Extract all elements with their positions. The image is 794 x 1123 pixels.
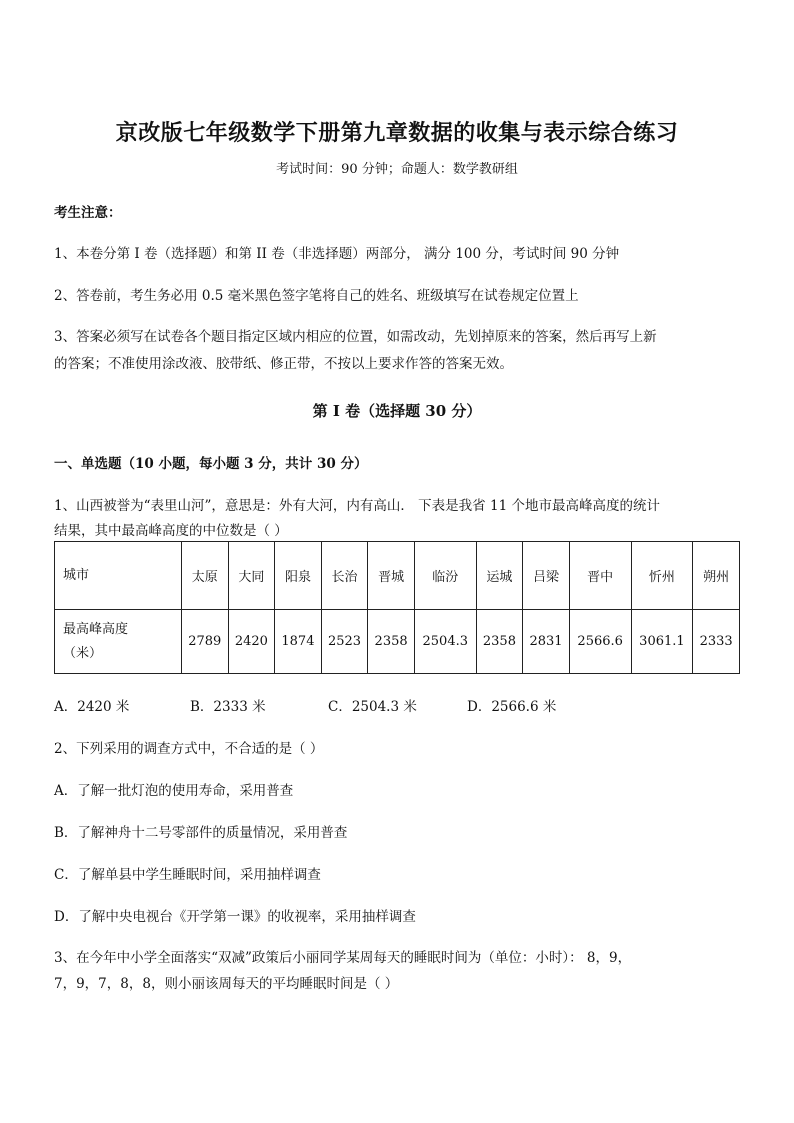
- question-2-option-a: A．了解一批灯泡的使用寿命，采用普查: [54, 783, 294, 799]
- question-2-option-b: B．了解神舟十二号零部件的质量情况，采用普查: [54, 825, 348, 841]
- question-2-option-d: D．了解中央电视台《开学第一课》的收视率，采用抽样调查: [54, 909, 416, 925]
- table-value: 2566.6: [569, 610, 631, 674]
- table-header-label: 城市: [55, 542, 182, 610]
- question-1-stem: 1、山西被誉为“表里山河”，意思是：外有大河，内有高山． 下表是我省 11 个地市最高峰高度的统计: [54, 498, 660, 514]
- part-heading: 一、单选题（10 小题，每小题 3 分，共计 30 分）: [54, 456, 368, 472]
- question-2-stem: 2、下列采用的调查方式中，不合适的是（ ）: [54, 741, 324, 757]
- section-title: 第 I 卷（选择题 30 分）: [312, 402, 482, 420]
- table-city: 长治: [321, 542, 368, 610]
- notice-heading: 考生注意：: [54, 205, 122, 221]
- table-city: 吕梁: [523, 542, 570, 610]
- table-row-label: [55, 610, 182, 674]
- page-title: 京改版七年级数学下册第九章数据的收集与表示综合练习: [115, 120, 679, 146]
- question-1-option-b: B．2333 米: [190, 699, 266, 715]
- table-city: 晋城: [368, 542, 415, 610]
- table-value-row: [55, 610, 740, 674]
- notice-item-1: 1、本卷分第 I 卷（选择题）和第 II 卷（非选择题）两部分， 满分 100 分，考试时间 90 分钟: [54, 246, 620, 262]
- notice-item-3: 3、答案必须写在试卷各个题目指定区域内相应的位置，如需改动，先划掉原来的答案，然后再写上新: [54, 329, 657, 345]
- table-city: 临汾: [414, 542, 476, 610]
- table-value: 2789: [182, 610, 229, 674]
- exam-info: 考试时间：90 分钟；命题人：数学教研组: [276, 162, 518, 177]
- table-value: 2831: [523, 610, 570, 674]
- table-value: 2358: [476, 610, 523, 674]
- table-value: 2358: [368, 610, 415, 674]
- table-city: 运城: [476, 542, 523, 610]
- table-city: 忻州: [631, 542, 693, 610]
- table-value: 3061.1: [631, 610, 693, 674]
- notice-item-3-continued: 的答案；不准使用涂改液、胶带纸、修正带，不按以上要求作答的答案无效。: [54, 356, 513, 372]
- table-value: 2504.3: [414, 610, 476, 674]
- table-value: 2420: [228, 610, 275, 674]
- peak-height-table: [54, 541, 740, 674]
- table-value: 1874: [275, 610, 322, 674]
- table-value: 2523: [321, 610, 368, 674]
- table-value: 2333: [693, 610, 740, 674]
- question-3-stem-continued: 7，9，7，8，8，则小丽该周每天的平均睡眠时间是（ ）: [54, 976, 399, 992]
- table-row-label-line-2: （米）: [63, 645, 103, 661]
- notice-item-2: 2、答卷前，考生务必用 0.5 毫米黑色签字笔将自己的姓名、班级填写在试卷规定位置上: [54, 288, 579, 304]
- question-2-option-c: C．了解单县中学生睡眠时间，采用抽样调查: [54, 867, 321, 883]
- table-city: 太原: [182, 542, 229, 610]
- question-3-stem: 3、在今年中小学全面落实“双减”政策后小丽同学某周每天的睡眠时间为（单位：小时）： 8，9，: [54, 950, 632, 966]
- table-city: 晋中: [569, 542, 631, 610]
- question-1-option-d: D．2566.6 米: [467, 699, 557, 715]
- table-city: 朔州: [693, 542, 740, 610]
- table-city: 大同: [228, 542, 275, 610]
- table-header-row: [55, 542, 740, 610]
- question-1-option-a: A．2420 米: [54, 699, 130, 715]
- table-city: 阳泉: [275, 542, 322, 610]
- question-1-stem-continued: 结果，其中最高峰高度的中位数是（ ）: [54, 523, 288, 539]
- question-1-option-c: C．2504.3 米: [328, 699, 417, 715]
- table-row-label-line-1: 最高峰高度: [63, 621, 129, 637]
